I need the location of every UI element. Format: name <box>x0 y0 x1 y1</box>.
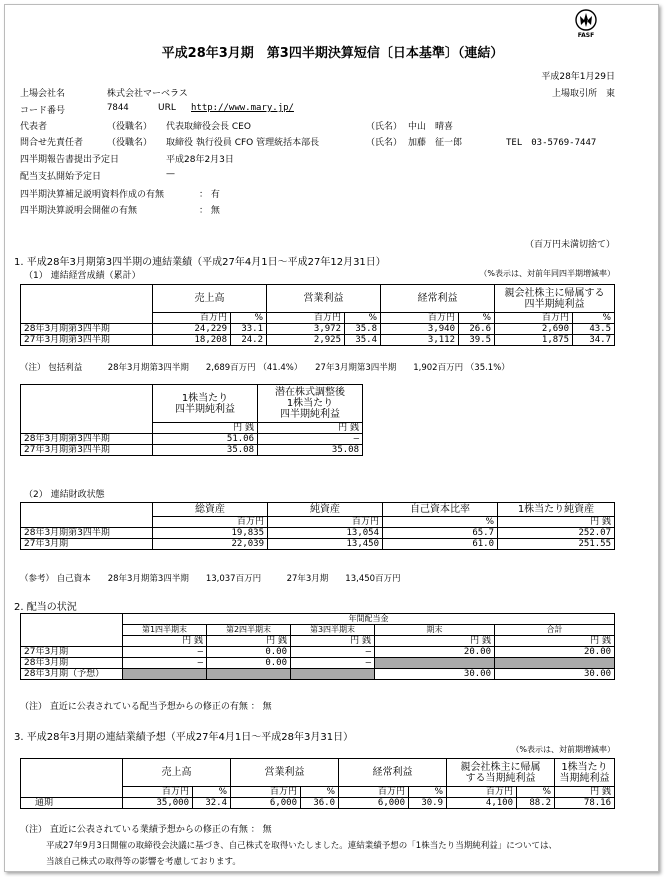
table-row <box>21 669 615 680</box>
cell: 78.16 <box>555 798 615 809</box>
report-date: 平成28年1月29日 <box>541 72 615 82</box>
cell: 35.08 <box>153 445 258 456</box>
section-1-1-heading: （1） 連結経営成績（累計） <box>24 271 141 281</box>
report-submit-date: 平成28年2月3日 <box>166 155 234 165</box>
cell: 18,208 <box>153 335 231 346</box>
row-label: 27年3月期第3四半期 <box>21 445 153 456</box>
unit-cell: 百万円 <box>381 313 459 324</box>
cell: 32.4 <box>193 798 231 809</box>
col-header <box>495 285 615 313</box>
forecast-table <box>20 758 615 809</box>
group-header: 年間配当金 <box>123 614 615 625</box>
unit-cell: % <box>301 787 339 798</box>
table-row <box>21 445 363 456</box>
unit-cell: % <box>345 313 381 324</box>
section-1-heading: 1. 平成28年3月期第3四半期の連結業績（平成27年4月1日～平成27年12月31日） <box>14 257 386 268</box>
dividend-start-label: 配当支払開始予定日 <box>20 172 102 182</box>
percent-note-2: （%表示は、対前期増減率） <box>511 745 615 754</box>
supplementary-label: 四半期決算補足説明資料作成の有無 <box>20 190 165 200</box>
exchange: 上場取引所 東 <box>551 89 615 99</box>
rep-name: 中山 晴喜 <box>408 122 454 132</box>
col-header: 営業利益 <box>267 285 381 313</box>
row-label: 通期 <box>21 798 123 809</box>
cell: 65.7 <box>383 528 498 539</box>
comprehensive-income-note: （注） 包括利益 28年3月期第3四半期 2,689百万円 （41.4%） 27年3月期第3四半期 1,902百万円 （35.1%） <box>20 363 510 373</box>
treasury-stock-note-line2: 当該自己株式の取得等の影響を考慮しております。 <box>46 857 241 867</box>
cell: 35.8 <box>345 324 381 335</box>
cell <box>207 669 291 680</box>
unit-cell: % <box>409 787 447 798</box>
col-header: 第2四半期末 <box>207 625 291 636</box>
unit-cell: 百万円 <box>447 787 517 798</box>
table-row <box>21 434 363 445</box>
unit-cell: 百万円 <box>339 787 409 798</box>
table-row <box>21 658 615 669</box>
treasury-stock-note-line1: 平成27年9月3日開催の取締役会決議に基づき、自己株式を取得いたしました。連結業績予想の「1株当たり当期純利益」については、 <box>46 841 558 851</box>
cell: 33.1 <box>231 324 267 335</box>
col-header: 第3四半期末 <box>291 625 375 636</box>
col-header: 営業利益 <box>231 759 339 787</box>
per-share-table <box>20 384 363 456</box>
cell: 3,972 <box>267 324 345 335</box>
col-header: 第1四半期末 <box>123 625 207 636</box>
row-label: 27年3月期 <box>21 539 153 550</box>
row-label: 27年3月期 <box>21 647 123 658</box>
cell: 13,054 <box>268 528 383 539</box>
cell: — <box>291 647 375 658</box>
cell: 30.00 <box>375 669 495 680</box>
rep-role-label: （役職名） <box>107 122 153 132</box>
cell: 19,835 <box>153 528 268 539</box>
url-label: URL <box>158 103 176 113</box>
cell: — <box>291 658 375 669</box>
page-title: 平成28年3月期 第3四半期決算短信〔日本基準〕（連結） <box>161 46 504 61</box>
col-header-line: 四半期純利益 <box>280 409 340 420</box>
row-label: 28年3月期第3四半期 <box>21 528 153 539</box>
col-header: 自己資本比率 <box>383 503 498 517</box>
briefing-label: 四半期決算説明会開催の有無 <box>20 206 138 216</box>
cell: 20.00 <box>375 647 495 658</box>
row-label: 27年3月期第3四半期 <box>21 335 153 346</box>
contact-role-label: （役職名） <box>107 138 153 148</box>
cell: 34.7 <box>573 335 615 346</box>
col-header-line: 1株当たり <box>181 392 229 404</box>
cell: 4,100 <box>447 798 517 809</box>
col-header-line: 1株当たり <box>561 761 608 773</box>
col-header-line: 1株当たり <box>286 398 334 409</box>
table-header-empty <box>21 285 153 324</box>
cell: 61.0 <box>383 539 498 550</box>
percent-note-1: （%表示は、対前年同四半期増減率） <box>479 269 615 278</box>
table-header-empty <box>21 503 153 528</box>
col-header-line: 四半期純利益 <box>175 403 235 415</box>
rounding-note: （百万円未満切捨て） <box>524 240 615 250</box>
col-header: 経常利益 <box>381 285 495 313</box>
col-header: 合計 <box>495 625 615 636</box>
cell: 39.5 <box>459 335 495 346</box>
financial-position-table <box>20 502 615 550</box>
unit-cell: 円 銭 <box>498 517 615 528</box>
section-1-2-heading: （2） 連結財政状態 <box>24 490 105 500</box>
operating-results-table <box>20 284 615 346</box>
cell <box>375 658 495 669</box>
unit-cell: % <box>517 787 555 798</box>
unit-cell: % <box>383 517 498 528</box>
unit-cell: % <box>459 313 495 324</box>
col-header-line: 当期純利益 <box>559 772 610 784</box>
table-row <box>21 798 615 809</box>
cell: 43.5 <box>573 324 615 335</box>
cell <box>495 658 615 669</box>
row-label: 28年3月期（予想） <box>21 669 123 680</box>
unit-cell: 百万円 <box>267 313 345 324</box>
unit-cell: 円 銭 <box>495 636 615 647</box>
dividend-start-date: — <box>166 169 175 179</box>
unit-cell: 百万円 <box>231 787 301 798</box>
table-header-empty <box>21 614 123 647</box>
col-header: 純資産 <box>268 503 383 517</box>
cell: 252.07 <box>498 528 615 539</box>
col-header: 総資産 <box>153 503 268 517</box>
cell: 51.06 <box>153 434 258 445</box>
cell: 6,000 <box>339 798 409 809</box>
cell: 2,690 <box>495 324 573 335</box>
unit-cell: 円 銭 <box>207 636 291 647</box>
dividends-table <box>20 613 615 680</box>
code-value: 7844 <box>107 103 129 113</box>
unit-cell: 百万円 <box>153 517 268 528</box>
cell: 6,000 <box>231 798 301 809</box>
briefing-value: ： 無 <box>199 206 220 216</box>
unit-cell: 百万円 <box>268 517 383 528</box>
unit-cell: % <box>193 787 231 798</box>
table-header-empty <box>21 385 153 434</box>
row-label: 28年3月期 <box>21 658 123 669</box>
cell: 20.00 <box>495 647 615 658</box>
cell: 1,875 <box>495 335 573 346</box>
cell: 36.0 <box>301 798 339 809</box>
cell: 35,000 <box>123 798 193 809</box>
cell: 24,229 <box>153 324 231 335</box>
rep-name-label: （氏名） <box>366 122 403 132</box>
cell: 35.08 <box>258 445 363 456</box>
unit-cell: 円 銭 <box>291 636 375 647</box>
contact-role: 取締役 執行役員 CFO 管理統括本部長 <box>166 138 320 148</box>
table-row <box>21 539 615 550</box>
table-row <box>21 324 615 335</box>
col-header-line: 四半期純利益 <box>524 298 585 310</box>
table-header-empty <box>21 759 123 798</box>
col-header-line: する当期純利益 <box>465 772 536 784</box>
unit-cell: % <box>231 313 267 324</box>
col-header-line: 潜在株式調整後 <box>275 387 345 398</box>
cell <box>291 669 375 680</box>
cell: 30.00 <box>495 669 615 680</box>
dividend-revision-note: （注） 直近に公表されている配当予想からの修正の有無 ： 無 <box>20 702 272 712</box>
cell: 0.00 <box>207 658 291 669</box>
col-header: 売上高 <box>123 759 231 787</box>
col-header <box>555 759 615 787</box>
contact-label: 問合せ先責任者 <box>20 138 84 148</box>
cell: — <box>123 658 207 669</box>
cell <box>123 669 207 680</box>
cell: — <box>123 647 207 658</box>
equity-reference-note: （参考） 自己資本 28年3月期第3四半期 13,037百万円 27年3月期 13,450百万円 <box>20 574 401 584</box>
col-header: 経常利益 <box>339 759 447 787</box>
supplementary-value: ： 有 <box>199 190 220 200</box>
cell: 35.4 <box>345 335 381 346</box>
unit-cell: 円 銭 <box>375 636 495 647</box>
rep-role: 代表取締役会長 CEO <box>166 122 251 132</box>
unit-cell: 円 銭 <box>555 787 615 798</box>
logo-text: FASF <box>577 32 595 38</box>
cell: 22,039 <box>153 539 268 550</box>
cell: 3,940 <box>381 324 459 335</box>
report-submit-label: 四半期報告書提出予定日 <box>20 155 120 165</box>
cell: 0.00 <box>207 647 291 658</box>
cell: 24.2 <box>231 335 267 346</box>
col-header <box>258 385 363 423</box>
rep-label: 代表者 <box>20 122 48 132</box>
table-row <box>21 335 615 346</box>
col-header-line: 親会社株主に帰属する <box>504 287 605 299</box>
section-2-heading: 2. 配当の状況 <box>14 602 77 613</box>
company-label: 上場会社名 <box>20 89 66 99</box>
contact-name-label: （氏名） <box>366 138 403 148</box>
table-row <box>21 528 615 539</box>
contact-tel: TEL 03-5769-7447 <box>506 138 597 148</box>
col-header <box>153 385 258 423</box>
unit-cell: 百万円 <box>123 787 193 798</box>
unit-cell: 百万円 <box>495 313 573 324</box>
col-header: 1株当たり純資産 <box>498 503 615 517</box>
section-3-heading: 3. 平成28年3月期の連結業績予想（平成27年4月1日～平成28年3月31日） <box>14 732 354 743</box>
col-header <box>447 759 555 787</box>
unit-cell: 円 銭 <box>258 423 363 434</box>
unit-cell: 百万円 <box>153 313 231 324</box>
cell: 2,925 <box>267 335 345 346</box>
row-label: 28年3月期第3四半期 <box>21 324 153 335</box>
cell: 3,112 <box>381 335 459 346</box>
unit-cell: 円 銭 <box>153 423 258 434</box>
code-label: コード番号 <box>20 106 66 116</box>
col-header: 売上高 <box>153 285 267 313</box>
cell: 88.2 <box>517 798 555 809</box>
cell: — <box>258 434 363 445</box>
cell: 251.55 <box>498 539 615 550</box>
unit-cell: 円 銭 <box>123 636 207 647</box>
cell: 26.6 <box>459 324 495 335</box>
fasf-logo <box>566 8 606 38</box>
col-header-line: 親会社株主に帰属 <box>460 761 541 773</box>
company-url-link[interactable]: http://www.mary.jp/ <box>191 103 294 113</box>
row-label: 28年3月期第3四半期 <box>21 434 153 445</box>
forecast-revision-note: （注） 直近に公表されている業績予想からの修正の有無 ： 無 <box>20 825 272 835</box>
cell: 13,450 <box>268 539 383 550</box>
col-header: 期末 <box>375 625 495 636</box>
unit-cell: % <box>573 313 615 324</box>
contact-name: 加藤 征一郎 <box>408 138 463 148</box>
table-row <box>21 647 615 658</box>
cell: 30.9 <box>409 798 447 809</box>
company-name: 株式会社マーベラス <box>107 89 188 99</box>
